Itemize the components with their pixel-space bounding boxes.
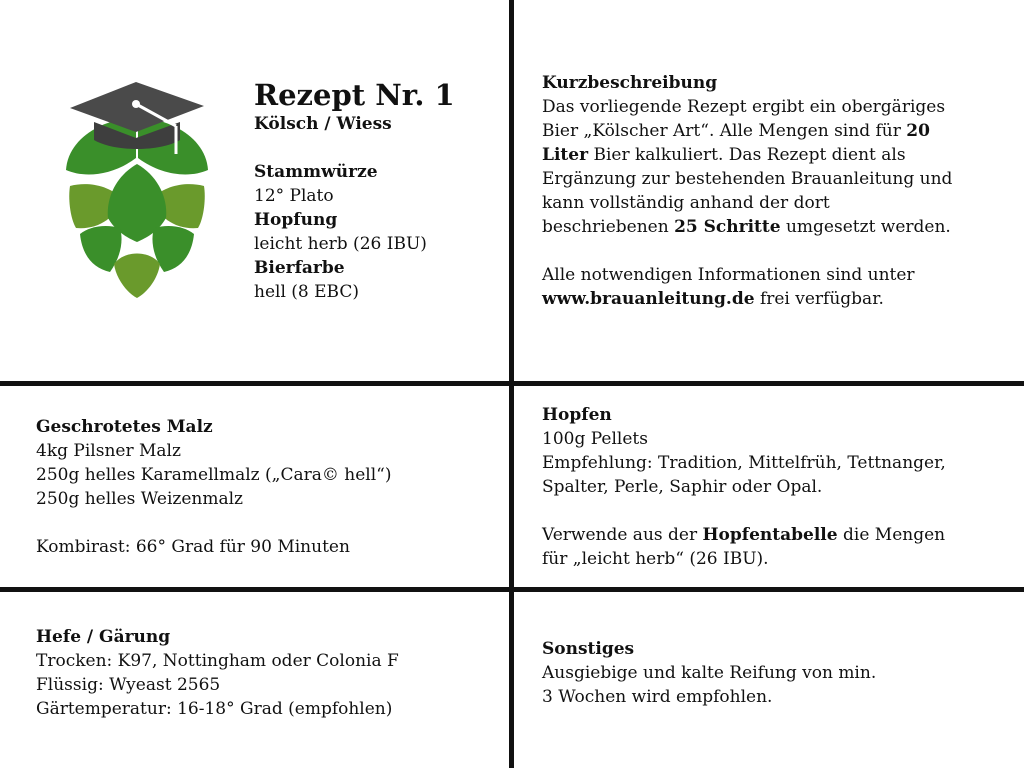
bierfarbe-value: hell (8 EBC): [254, 282, 359, 302]
hefe-heading: Hefe / Gärung: [36, 627, 171, 647]
kurz-steps: 25 Schritte: [674, 217, 781, 237]
hefe-line: Gärtemperatur: 16-18° Grad (empfohlen): [36, 699, 393, 719]
kurz-line: Alle notwendigen Informationen sind unter: [542, 265, 915, 285]
hefe-line: Trocken: K97, Nottingham oder Colonia F: [36, 651, 399, 671]
hopfung-value: leicht herb (26 IBU): [254, 234, 427, 254]
kurz-text: frei verfügbar.: [759, 289, 884, 309]
hopfen-line: Spalter, Perle, Saphir oder Opal.: [542, 477, 823, 497]
stammwuerze-value: 12° Plato: [254, 186, 334, 206]
kurz-text: Bier kalkuliert. Das Rezept dient als: [593, 145, 906, 165]
kurzbeschreibung-heading: Kurzbeschreibung: [542, 73, 718, 93]
bierfarbe-label: Bierfarbe: [254, 258, 345, 278]
hefe-line: Flüssig: Wyeast 2565: [36, 675, 221, 695]
kurz-line: Ergänzung zur bestehenden Brauanleitung und: [542, 169, 953, 189]
hopfen-text: Verwende aus der: [542, 525, 698, 545]
kurz-text: beschriebenen: [542, 217, 669, 237]
sonstiges-section: [542, 637, 876, 709]
hopfen-line: [542, 523, 946, 547]
hop-with-graduation-cap-icon: [64, 78, 210, 300]
kurz-text: umgesetzt werden.: [785, 217, 951, 237]
malz-item: 250g helles Weizenmalz: [36, 489, 244, 509]
malz-section: [36, 415, 391, 559]
page-title: Rezept Nr. 1: [254, 78, 455, 112]
kurz-line: [542, 143, 952, 167]
sonstiges-line: Ausgiebige und kalte Reifung von min.: [542, 663, 877, 683]
stammwuerze-label: Stammwürze: [254, 162, 378, 182]
malz-rast: Kombirast: 66° Grad für 90 Minuten: [36, 537, 350, 557]
malz-heading: Geschrotetes Malz: [36, 417, 213, 437]
horizontal-divider-top: [0, 381, 1024, 386]
hopfen-line: Empfehlung: Tradition, Mittelfrüh, Tettnanger,: [542, 453, 946, 473]
beer-style: Kölsch / Wiess: [254, 114, 392, 134]
hopfentabelle-ref: Hopfentabelle: [702, 525, 838, 545]
kurz-line: Das vorliegende Rezept ergibt ein obergäriges: [542, 97, 946, 117]
sonstiges-line: 3 Wochen wird empfohlen.: [542, 687, 773, 707]
kurz-text: Bier „Kölscher Art“. Alle Mengen sind für: [542, 121, 901, 141]
kurz-line: [542, 287, 952, 311]
hopfen-section: [542, 403, 946, 571]
hopfen-heading: Hopfen: [542, 405, 612, 425]
kurzbeschreibung-section: [542, 71, 952, 311]
kurz-unit: Liter: [542, 145, 589, 165]
malz-item: 4kg Pilsner Malz: [36, 441, 181, 461]
kurz-line: [542, 119, 952, 143]
hopfen-line: für „leicht herb“ (26 IBU).: [542, 549, 769, 569]
kurz-line: kann vollständig anhand der dort: [542, 193, 830, 213]
hopfen-line: 100g Pellets: [542, 429, 648, 449]
kurz-amount: 20: [906, 121, 930, 141]
hopfen-text: die Mengen: [843, 525, 946, 545]
malz-item: 250g helles Karamellmalz („Cara© hell“): [36, 465, 392, 485]
hefe-section: [36, 625, 399, 721]
horizontal-divider-bottom: [0, 587, 1024, 592]
sonstiges-heading: Sonstiges: [542, 639, 635, 659]
hopfung-label: Hopfung: [254, 210, 338, 230]
website-link[interactable]: www.brauanleitung.de: [542, 289, 755, 309]
kurz-line: [542, 215, 952, 239]
recipe-header: [254, 78, 455, 304]
